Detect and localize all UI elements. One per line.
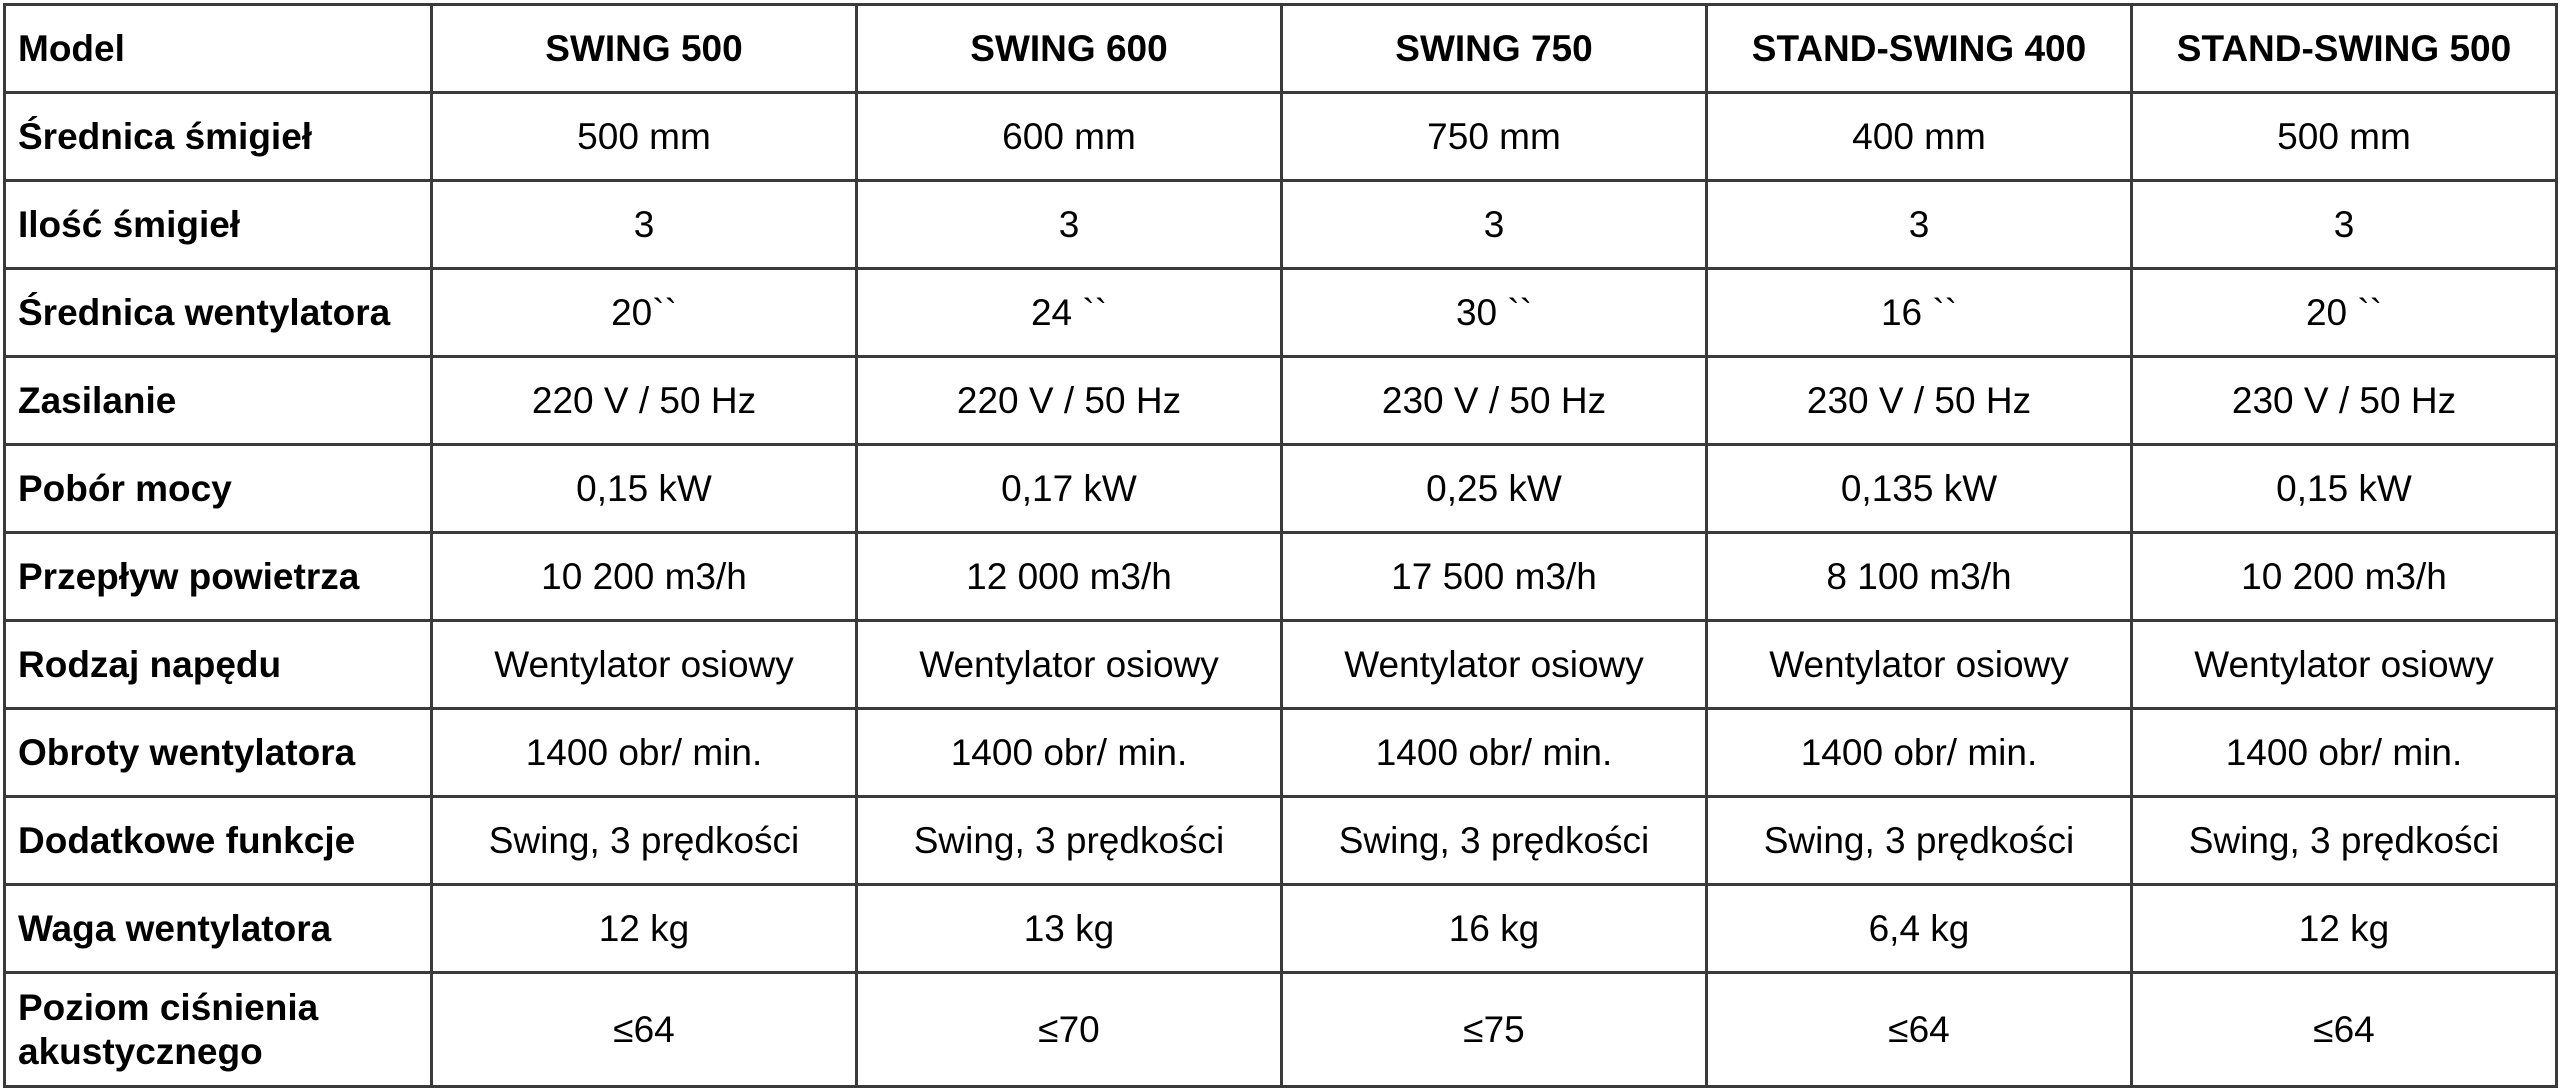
- table-cell: Wentylator osiowy: [857, 621, 1282, 709]
- table-cell: 30 ``: [1282, 269, 1707, 357]
- table-cell: 20 ``: [2132, 269, 2557, 357]
- table-row: [5, 269, 2557, 357]
- table-cell: 600 mm: [857, 93, 1282, 181]
- table-cell: 400 mm: [1707, 93, 2132, 181]
- table-cell: 12 000 m3/h: [857, 533, 1282, 621]
- table-cell: 1400 obr/ min.: [1282, 709, 1707, 797]
- table-row: [5, 709, 2557, 797]
- column-header: STAND-SWING 500: [2132, 5, 2557, 93]
- table-cell: 230 V / 50 Hz: [1282, 357, 1707, 445]
- table-cell: ≤70: [857, 973, 1282, 1087]
- row-label: Średnica śmigieł: [5, 93, 432, 181]
- table-cell: ≤64: [432, 973, 857, 1087]
- table-cell: 0,15 kW: [2132, 445, 2557, 533]
- table-cell: 1400 obr/ min.: [2132, 709, 2557, 797]
- spec-table: [3, 3, 2558, 1088]
- table-cell: 3: [1707, 181, 2132, 269]
- table-cell: 10 200 m3/h: [2132, 533, 2557, 621]
- table-header-row: [5, 5, 2557, 93]
- table-row: [5, 445, 2557, 533]
- table-cell: 500 mm: [2132, 93, 2557, 181]
- table-cell: 500 mm: [432, 93, 857, 181]
- table-cell: ≤75: [1282, 973, 1707, 1087]
- table-row: [5, 973, 2557, 1087]
- row-label: Średnica wentylatora: [5, 269, 432, 357]
- table-cell: Wentylator osiowy: [1282, 621, 1707, 709]
- table-row: [5, 181, 2557, 269]
- table-cell: 8 100 m3/h: [1707, 533, 2132, 621]
- table-cell: 20``: [432, 269, 857, 357]
- table-cell: 1400 obr/ min.: [1707, 709, 2132, 797]
- table-cell: 1400 obr/ min.: [857, 709, 1282, 797]
- table-cell: 220 V / 50 Hz: [857, 357, 1282, 445]
- table-cell: Swing, 3 prędkości: [857, 797, 1282, 885]
- table-cell: 17 500 m3/h: [1282, 533, 1707, 621]
- table-row: [5, 533, 2557, 621]
- table-cell: Swing, 3 prędkości: [432, 797, 857, 885]
- table-row: [5, 93, 2557, 181]
- table-cell: ≤64: [2132, 973, 2557, 1087]
- table-cell: 13 kg: [857, 885, 1282, 973]
- table-row: [5, 885, 2557, 973]
- row-label: Obroty wentylatora: [5, 709, 432, 797]
- table-row: [5, 797, 2557, 885]
- table-cell: 12 kg: [2132, 885, 2557, 973]
- column-header: STAND-SWING 400: [1707, 5, 2132, 93]
- row-label: Zasilanie: [5, 357, 432, 445]
- table-cell: 3: [432, 181, 857, 269]
- table-cell: 1400 obr/ min.: [432, 709, 857, 797]
- table-cell: 3: [2132, 181, 2557, 269]
- table-cell: Wentylator osiowy: [432, 621, 857, 709]
- table-cell: 6,4 kg: [1707, 885, 2132, 973]
- column-header-model: Model: [5, 5, 432, 93]
- table-cell: Swing, 3 prędkości: [1282, 797, 1707, 885]
- table-cell: Swing, 3 prędkości: [2132, 797, 2557, 885]
- column-header: SWING 500: [432, 5, 857, 93]
- table-cell: 220 V / 50 Hz: [432, 357, 857, 445]
- table-row: [5, 621, 2557, 709]
- table-body: [5, 93, 2557, 1087]
- row-label: Dodatkowe funkcje: [5, 797, 432, 885]
- table-cell: 230 V / 50 Hz: [2132, 357, 2557, 445]
- table-cell: 16 ``: [1707, 269, 2132, 357]
- table-cell: 3: [1282, 181, 1707, 269]
- table-cell: 3: [857, 181, 1282, 269]
- row-label: Przepływ powietrza: [5, 533, 432, 621]
- table-cell: 0,135 kW: [1707, 445, 2132, 533]
- table-cell: 16 kg: [1282, 885, 1707, 973]
- table-cell: 0,25 kW: [1282, 445, 1707, 533]
- table-cell: Swing, 3 prędkości: [1707, 797, 2132, 885]
- row-label: Waga wentylatora: [5, 885, 432, 973]
- row-label: Poziom ciśnienia akustycznego: [5, 973, 432, 1087]
- table-cell: 0,15 kW: [432, 445, 857, 533]
- table-cell: Wentylator osiowy: [2132, 621, 2557, 709]
- row-label: Pobór mocy: [5, 445, 432, 533]
- column-header: SWING 600: [857, 5, 1282, 93]
- table-cell: 750 mm: [1282, 93, 1707, 181]
- row-label: Rodzaj napędu: [5, 621, 432, 709]
- table-cell: 10 200 m3/h: [432, 533, 857, 621]
- table-cell: 12 kg: [432, 885, 857, 973]
- table-cell: 230 V / 50 Hz: [1707, 357, 2132, 445]
- table-cell: 0,17 kW: [857, 445, 1282, 533]
- row-label: Ilość śmigieł: [5, 181, 432, 269]
- table-row: [5, 357, 2557, 445]
- table-cell: Wentylator osiowy: [1707, 621, 2132, 709]
- column-header: SWING 750: [1282, 5, 1707, 93]
- table-cell: ≤64: [1707, 973, 2132, 1087]
- table-cell: 24 ``: [857, 269, 1282, 357]
